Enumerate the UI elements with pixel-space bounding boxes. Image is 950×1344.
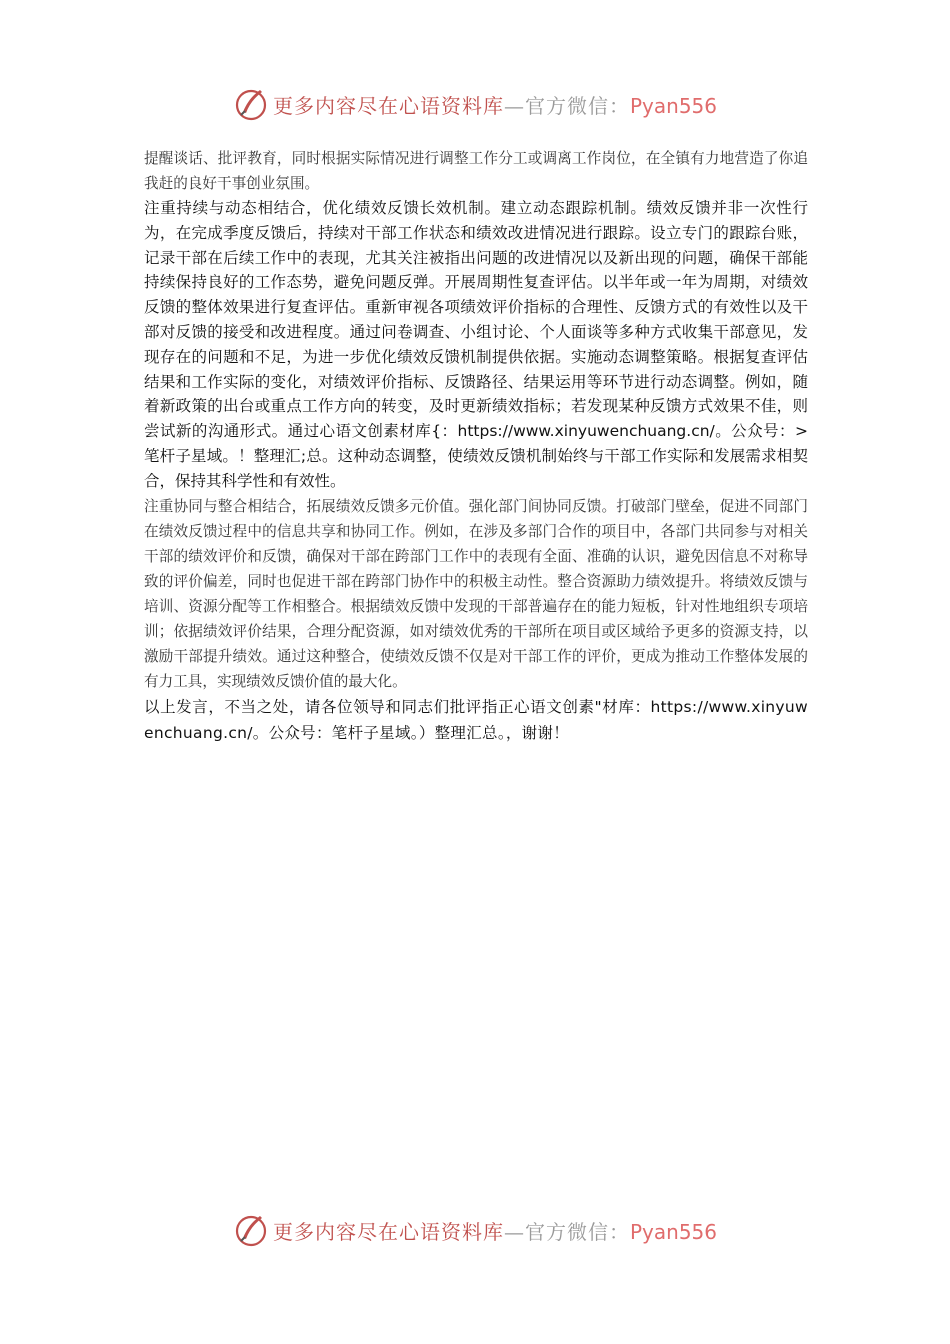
document-body [144,146,808,746]
paragraph-4: 以上发言，不当之处，请各位领导和同志们批评指正心语文创素"材库：https://www.xinyuwenchuang.cn/。公众号：笔杆子星域。）整理汇总。，谢谢！ [144,697,808,742]
banner-wechat-id: Pyan556 [629,1219,717,1244]
paragraph-1: 提醒谈话、批评教育，同时根据实际情况进行调整工作分工或调离工作岗位，在全镇有力地营造了你追我赶的良好干事创业氛围。 [144,150,808,192]
paragraph-3: 注重协同与整合相结合，拓展绩效反馈多元价值。强化部门间协同反馈。打破部门壁垒，促进不同部门在绩效反馈过程中的信息共享和协同工作。例如，在涉及多部门合作的项目中，各部门共同参与对相关干部的绩效评价和反馈，确保对干部在跨部门工作中的表现有全面、准确的认识，避免因信息不对称导致的评价偏差，同时也促进干部在跨部门协作中的积极主动性。整合资源助力绩效提升。将绩效反馈与培训、资源分配等工作相整合。根据绩效反馈中发现的干部普遍存在的能力短板，针对性地组织专项培训；依据绩效评价结果，合理分配资源，如对绩效优秀的干部所在项目或区域给予更多的资源支持，以激励干部提升绩效。通过这种整合，使绩效反馈不仅是对干部工作的评价，更成为推动工作整体发展的有力工具，实现绩效反馈价值的最大化。 [144,497,808,690]
quill-pen-logo-icon [233,1212,269,1248]
footer-banner [0,1208,950,1252]
quill-pen-logo-icon [233,86,269,122]
banner-dash: — [503,93,525,118]
banner-dash: — [503,1219,525,1244]
banner-wechat-label: 官方微信： [524,93,630,118]
banner-text [273,90,717,119]
banner-wechat-id: Pyan556 [629,93,717,118]
banner-wechat-label: 官方微信： [524,1219,630,1244]
banner-text [273,1216,717,1245]
paragraph-2: 注重持续与动态相结合，优化绩效反馈长效机制。建立动态跟踪机制。绩效反馈并非一次性行为，在完成季度反馈后，持续对干部工作状态和绩效改进情况进行跟踪。设立专门的跟踪台账，记录干部在后续工作中的表现，尤其关注被指出问题的改进情况以及新出现的问题，确保干部能持续保持良好的工作态势，避免问题反弹。开展周期性复查评估。以半年或一年为周期，对绩效反馈的整体效果进行复查评估。重新审视各项绩效评价指标的合理性、反馈方式的有效性以及干部对反馈的接受和改进程度。通过问卷调查、小组讨论、个人面谈等多种方式收集干部意见，发现存在的问题和不足，为进一步优化绩效反馈机制提供依据。实施动态调整策略。根据复查评估结果和工作实际的变化，对绩效评价指标、反馈路径、结果运用等环节进行动态调整。例如，随着新政策的出台或重点工作方向的转变，及时更新绩效指标；若发现某种反馈方式效果不佳，则尝试新的沟通形式。通过心语文创素材库{：https://www.xinyuwenchuang.cn/。公众号：>笔杆子星域。！整理汇;总。这种动态调整，使绩效反馈机制始终与干部工作实际和发展需求相契合，保持其科学性和有效性。 [144,199,808,490]
banner-brand: 更多内容尽在心语资料库 [272,93,504,118]
banner-brand: 更多内容尽在心语资料库 [272,1219,504,1244]
header-banner [0,82,950,126]
